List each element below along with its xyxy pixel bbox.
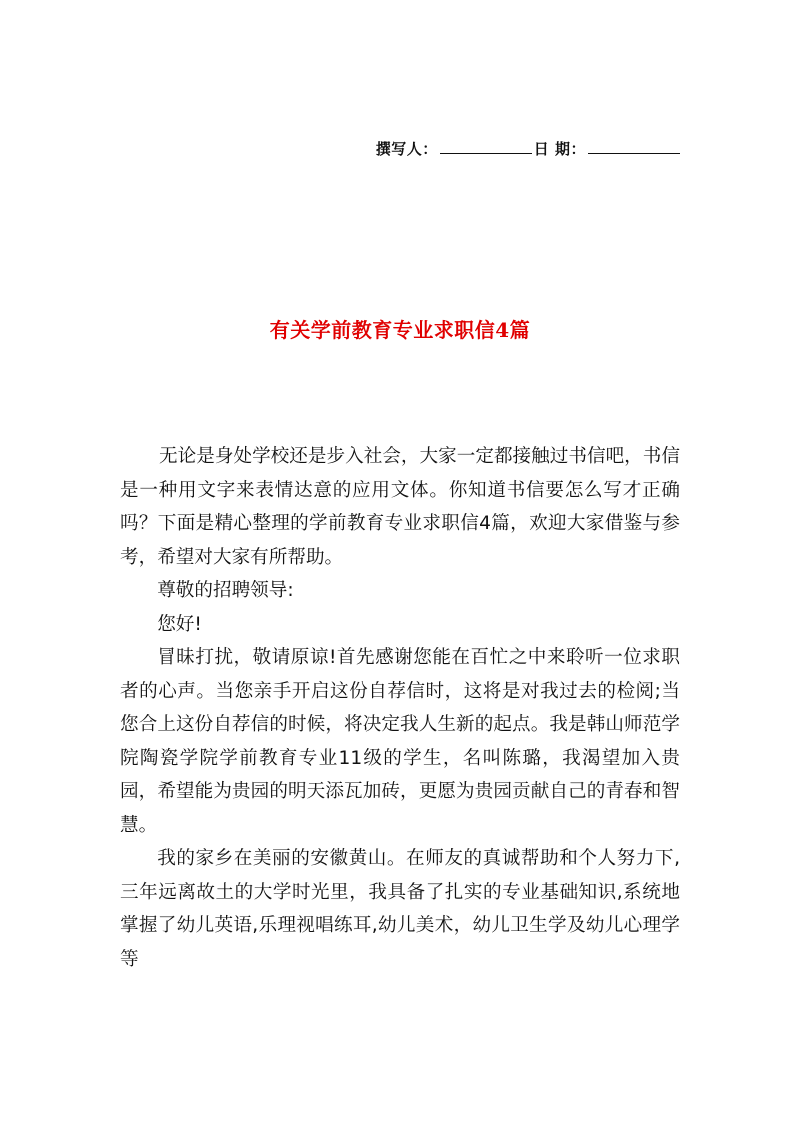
letter-paragraph-2: 我的家乡在美丽的安徽黄山。在师友的真诚帮助和个人努力下,三年远离故土的大学时光里，我具备了扎实的专业基础知识,系统地掌握了幼儿英语,乐理视唱练耳,幼儿美术，幼儿卫生学及幼儿心理学等 — [120, 848, 680, 970]
author-label: 撰写人： — [375, 140, 438, 158]
date-blank-field — [588, 139, 680, 154]
intro-paragraph: 无论是身处学校还是步入社会，大家一定都接触过书信吧，书信是一种用文字来表情达意的应用文体。你知道书信要怎么写才正确吗？下面是精心整理的学前教育专业求职信4篇，欢迎大家借鉴与参考，希望对大家有所帮助。 — [120, 446, 680, 568]
date-label: 日 期： — [533, 140, 586, 158]
greeting: 您好! — [157, 613, 202, 635]
letter-paragraph-1: 冒昧打扰，敬请原谅!首先感谢您能在百忙之中来聆听一位求职者的心声。当您亲手开启这份自荐信时，这将是对我过去的检阅;当您合上这份自荐信的时候，将决定我人生新的起点。我是韩山师范学院陶瓷学院学前教育专业11级的学生，名叫陈璐，我渴望加入贵园，希望能为贵园的明天添瓦加砖，更愿为贵园贡献自己的青春和智慧。 — [120, 647, 680, 836]
document-title: 有关学前教育专业求职信4篇 — [269, 318, 531, 342]
document-body — [120, 440, 680, 976]
author-blank-field — [440, 139, 532, 154]
author-date-line — [376, 138, 682, 159]
salutation: 尊敬的招聘领导: — [157, 580, 294, 601]
